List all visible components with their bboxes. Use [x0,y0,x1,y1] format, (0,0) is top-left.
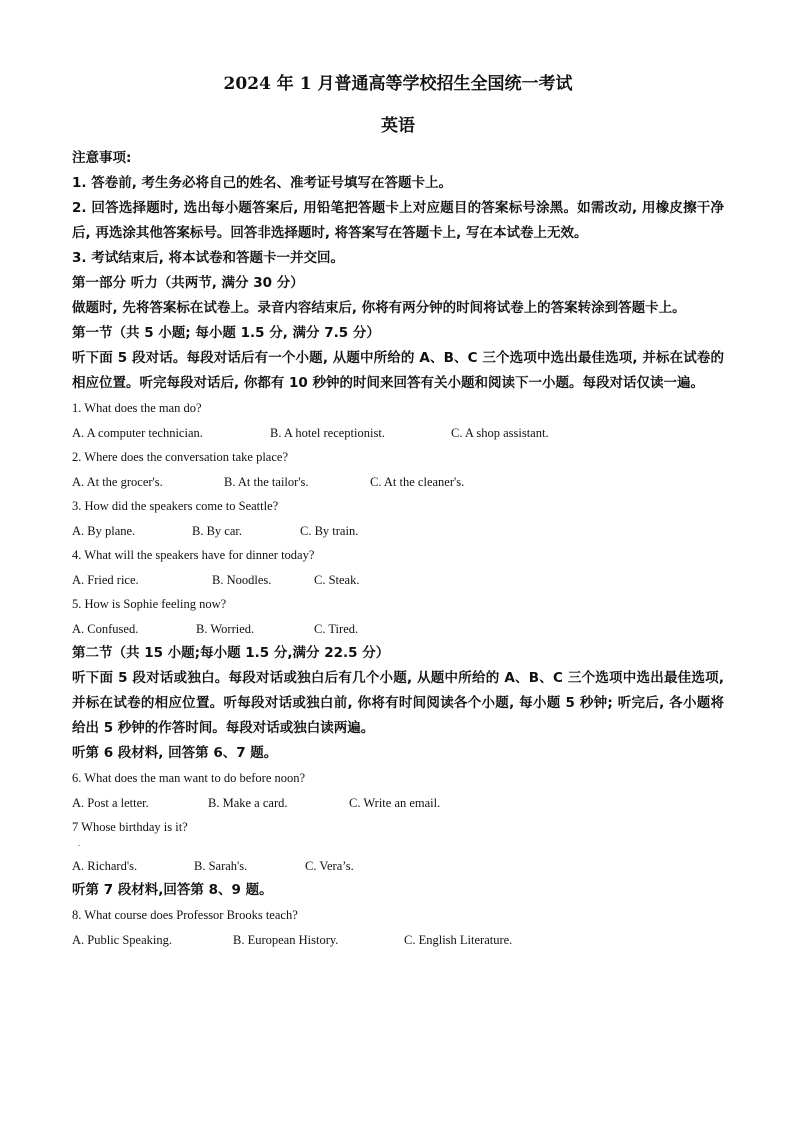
section1-heading: 第一节（共 5 小题; 每小题 1.5 分, 满分 7.5 分） [72,325,380,341]
option-b: B. European History. [233,933,339,947]
question-1-options [72,421,724,445]
question-8: 8. What course does Professor Brooks teach? [72,908,298,922]
option-b: B. Noodles. [212,573,272,587]
option-c: C. English Literature. [404,933,513,947]
question-6-options [72,791,724,815]
option-b: B. Sarah's. [194,859,248,873]
option-a: A. Richard's. [72,859,138,873]
material-7-heading: 听第 7 段材料,回答第 8、9 题。 [72,882,273,898]
question-3-options [72,519,724,543]
section2-instruction: 听下面 5 段对话或独白。每段对话或独白后有几个小题, 从题中所给的 A、B、C 三个选项中选出最佳选项, 并标在试卷的相应位置。听每段对话或独白前, 你将有时间阅读各个小题, 每小题 5 秒钟; 听完后, 各小题将给出 5 秒钟的作答时间。每段对话或独白读两遍。 [72,670,724,736]
option-c: C. A shop assistant. [451,426,549,440]
question-5-options [72,617,724,641]
question-8-options [72,928,724,952]
part1-heading: 第一部分 听力（共两节, 满分 30 分） [72,275,304,291]
notice-heading: 注意事项: [72,150,132,166]
option-c: C. Vera’s. [305,859,354,873]
option-c: C. At the cleaner's. [370,475,465,489]
question-3: 3. How did the speakers come to Seattle? [72,499,279,513]
question-5: 5. How is Sophie feeling now? [72,597,227,611]
exam-subject: 英语 [381,116,415,136]
option-a: A. Post a letter. [72,796,149,810]
option-c: C. Tired. [314,622,359,636]
question-7: 7 Whose birthday is it? [72,820,188,834]
option-c: C. Write an email. [349,796,441,810]
question-2: 2. Where does the conversation take place? [72,450,288,464]
exam-page [72,70,724,952]
notice-item-2: 2. 回答选择题时, 选出每小题答案后, 用铅笔把答题卡上对应题目的答案标号涂黑。如需改动, 用橡皮擦干净后, 再选涂其他答案标号。回答非选择题时, 将答案写在答题卡上, 写在本试卷上无效。 [72,200,724,241]
option-b: B. By car. [192,524,242,538]
question-6: 6. What does the man want to do before noon? [72,771,306,785]
section1-instruction: 听下面 5 段对话。每段对话后有一个小题, 从题中所给的 A、B、C 三个选项中选出最佳选项, 并标在试卷的相应位置。听完每段对话后, 你都有 10 秒钟的时间来回答有关小题和阅读下一小题。每段对话仅读一遍。 [72,350,724,391]
question-7-options [72,854,724,878]
exam-title: 2024 年 1 月普通高等学校招生全国统一考试 [223,74,573,94]
notice-item-3: 3. 考试结束后, 将本试卷和答题卡一并交回。 [72,250,345,266]
question-1: 1. What does the man do? [72,401,202,415]
option-a: A. Public Speaking. [72,933,172,947]
option-a: A. Confused. [72,622,139,636]
material-6-heading: 听第 6 段材料, 回答第 6、7 题。 [72,745,278,761]
question-4-options [72,568,724,592]
option-b: B. Make a card. [208,796,288,810]
option-b: B. A hotel receptionist. [270,426,385,440]
part1-instruction: 做题时, 先将答案标在试卷上。录音内容结束后, 你将有两分钟的时间将试卷上的答案转涂到答题卡上。 [72,300,686,316]
option-a: A. A computer technician. [72,426,203,440]
option-b: B. Worried. [196,622,255,636]
section2-heading: 第二节（共 15 小题;每小题 1.5 分,满分 22.5 分） [72,645,390,661]
option-a: A. By plane. [72,524,136,538]
question-4: 4. What will the speakers have for dinner today? [72,548,315,562]
option-c: C. Steak. [314,573,360,587]
option-c: C. By train. [300,524,359,538]
option-a: A. At the grocer's. [72,475,163,489]
question-2-options [72,470,724,494]
notice-item-1: 1. 答卷前, 考生务必将自己的姓名、准考证号填写在答题卡上。 [72,175,453,191]
stray-mark: . [78,839,80,848]
option-a: A. Fried rice. [72,573,139,587]
option-b: B. At the tailor's. [224,475,309,489]
